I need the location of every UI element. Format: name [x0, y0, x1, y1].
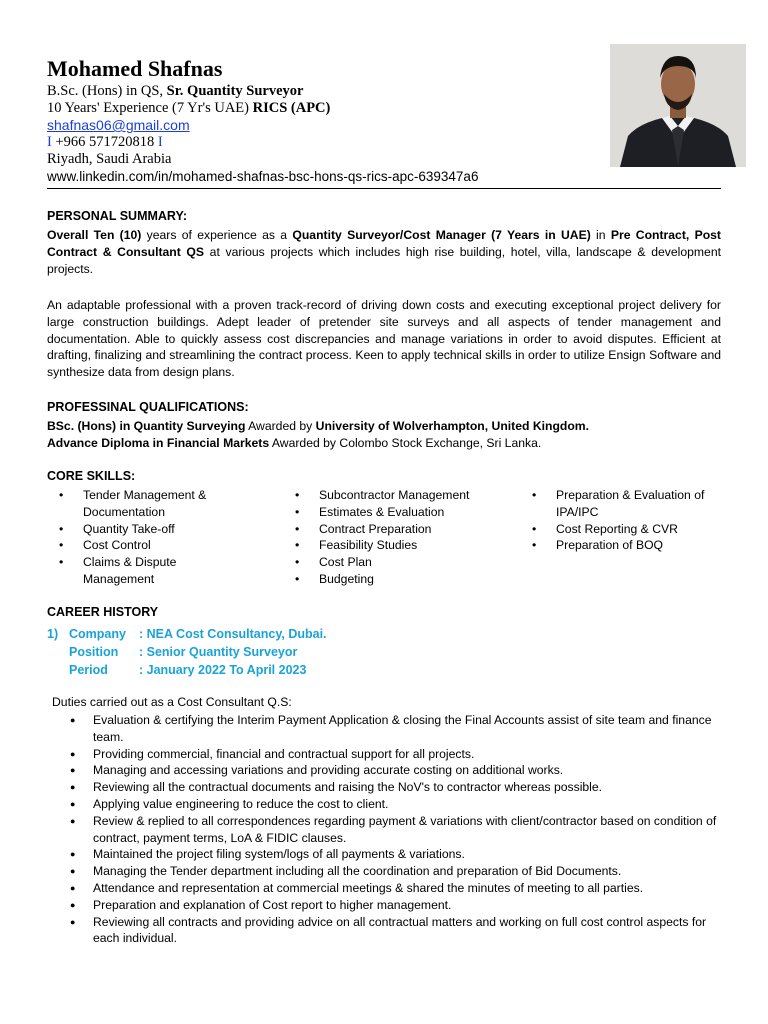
- period-row: [47, 661, 327, 679]
- position-value: : Senior Quantity Surveyor: [139, 645, 298, 659]
- position-label: Position: [69, 645, 119, 659]
- position-row: [47, 643, 327, 661]
- email-line: [47, 117, 190, 134]
- company-row: [47, 625, 327, 643]
- duty-item: ● Maintained the project filing system/logs of all payments & variations.: [70, 846, 720, 863]
- career-entry: [47, 625, 327, 679]
- duty-item: ● Managing the Tender department including all the coordination and preparation of Bid Documents.: [70, 863, 720, 880]
- experience-line: [47, 100, 330, 117]
- duties-heading: Duties carried out as a Cost Consultant Q.S:: [52, 695, 292, 709]
- duty-item: ● Preparation and explanation of Cost report to higher management.: [70, 897, 720, 914]
- company-value: : NEA Cost Consultancy, Dubai.: [139, 627, 327, 641]
- candidate-name: Mohamed Shafnas: [47, 56, 223, 81]
- experience-text: 10 Years' Experience (7 Yr's UAE): [47, 100, 253, 116]
- degree-line: [47, 83, 303, 100]
- skill-item: • Tender Management & Documentation: [59, 487, 239, 521]
- skills-column-3: [532, 487, 727, 554]
- duty-item: ● Applying value engineering to reduce the cost to client.: [70, 796, 720, 813]
- skill-item: • Cost Reporting & CVR: [532, 521, 727, 538]
- summary-text-3: at various projects which includes high rise building, hotel, villa, landscape & development projects.: [47, 244, 721, 276]
- skill-item: • Feasibility Studies: [295, 537, 515, 554]
- duty-item: ● Review & replied to all correspondences regarding payment & variations with client/contractor based on condition of contract, payment terms, LoA & FIDIC clauses.: [70, 813, 720, 847]
- phone-bar-left: I: [47, 134, 56, 150]
- period-value: : January 2022 To April 2023: [139, 663, 307, 677]
- qualification-1-degree: BSc. (Hons) in Quantity Surveying: [47, 419, 246, 433]
- email-link[interactable]: shafnas06@gmail.com: [47, 117, 190, 133]
- skills-column-2: [295, 487, 515, 588]
- career-heading: CAREER HISTORY: [47, 605, 159, 619]
- period-label: Period: [69, 663, 108, 677]
- skill-item: • Cost Plan: [295, 554, 515, 571]
- job-title: Sr. Quantity Surveyor: [166, 83, 304, 99]
- skill-item: • Cost Control: [59, 537, 239, 554]
- summary-years: Overall Ten (10): [47, 228, 142, 242]
- qualification-1-university: University of Wolverhampton, United Kingdom.: [315, 419, 590, 433]
- skill-item: • Contract Preparation: [295, 521, 515, 538]
- skill-item: • Budgeting: [295, 571, 515, 588]
- degree-text: B.Sc. (Hons) in QS,: [47, 83, 167, 99]
- duty-item: ● Reviewing all contracts and providing advice on all contractual matters and working on full cost control aspects for each individual.: [70, 914, 720, 948]
- skills-heading: CORE SKILLS:: [47, 469, 136, 483]
- duty-item: ● Evaluation & certifying the Interim Payment Application & closing the Final Accounts assist of site team and finance team.: [70, 712, 720, 746]
- header-divider: [47, 188, 721, 189]
- summary-scope: Pre Contract, Post Contract & Consultant QS: [47, 228, 721, 259]
- qualifications-heading: PROFESSINAL QUALIFICATIONS:: [47, 400, 249, 414]
- summary-role: Quantity Surveyor/Cost Manager (7 Years in UAE): [292, 228, 591, 242]
- certification: RICS (APC): [252, 100, 331, 116]
- qualification-1-text: Awarded by: [245, 419, 316, 433]
- skill-item: • Claims & Dispute Management: [59, 554, 239, 588]
- skill-item: • Subcontractor Management: [295, 487, 515, 504]
- qualification-1: [47, 418, 721, 435]
- summary-paragraph-1: [47, 227, 721, 277]
- phone-line: [47, 134, 163, 151]
- duty-item: ● Attendance and representation at commercial meetings & shared the minutes of meeting to all parties.: [70, 880, 720, 897]
- duty-item: ● Providing commercial, financial and contractual support for all projects.: [70, 746, 720, 763]
- phone-number: +966 571720818: [55, 134, 155, 150]
- summary-heading: PERSONAL SUMMARY:: [47, 209, 188, 223]
- linkedin-url[interactable]: www.linkedin.com/in/mohamed-shafnas-bsc-hons-qs-rics-apc-639347a6: [47, 169, 479, 184]
- summary-paragraph-2: An adaptable professional with a proven track-record of driving down costs and executing exceptional project delivery for large construction buildings. Adept leader of pretender site surveys and all aspects of tender management and documentation. Able to quickly assess cost discrepancies and manage variations in order to avoid disputes. Efficient at drafting, finalizing and streamlining the contract process. Keen to apply technical skills in order to utilize Ensign Software and synthesize data from design plans.: [47, 298, 721, 380]
- duty-item: ● Managing and accessing variations and providing accurate costing on additional works.: [70, 762, 720, 779]
- location: Riyadh, Saudi Arabia: [47, 151, 172, 167]
- summary-text-1: years of experience as a: [141, 228, 293, 242]
- skill-item: • Preparation of BOQ: [532, 537, 727, 554]
- phone-bar-right: I: [154, 134, 163, 150]
- qualification-2: [47, 435, 721, 452]
- skill-item: • Estimates & Evaluation: [295, 504, 515, 521]
- career-number: 1): [47, 627, 59, 641]
- company-label: Company: [69, 627, 126, 641]
- profile-photo: [610, 44, 746, 167]
- skills-column-1: [59, 487, 239, 588]
- qualification-2-text: Awarded by Colombo Stock Exchange, Sri Lanka.: [269, 436, 542, 450]
- duties-list: [70, 712, 720, 947]
- profile-photo-illustration: [610, 44, 746, 167]
- skill-item: • Quantity Take-off: [59, 521, 239, 538]
- qualification-2-diploma: Advance Diploma in Financial Markets: [47, 436, 270, 450]
- duty-item: ● Reviewing all the contractual documents and raising the NoV's to contractor whereas possible.: [70, 779, 720, 796]
- summary-text-2: in: [590, 228, 611, 242]
- skill-item: • Preparation & Evaluation of IPA/IPC: [532, 487, 727, 521]
